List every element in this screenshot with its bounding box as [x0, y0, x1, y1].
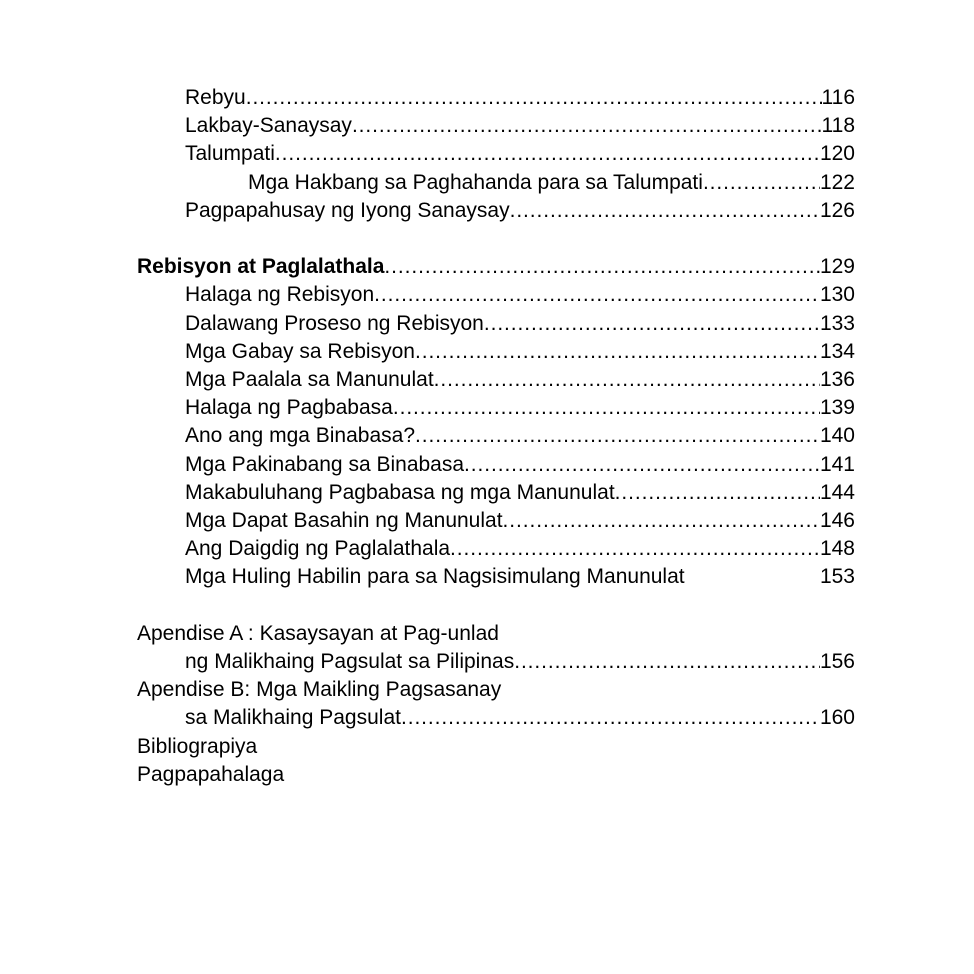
toc-row — [137, 338, 855, 366]
toc-row — [137, 535, 855, 563]
dot-leader — [246, 84, 822, 112]
toc-entry-label: Bibliograpiya — [137, 734, 258, 758]
toc-row — [137, 761, 855, 789]
toc-page-number: 118 — [821, 114, 855, 138]
dot-leader — [484, 310, 820, 338]
toc-row — [137, 648, 855, 676]
toc-page-number: 144 — [819, 480, 855, 504]
dot-leader — [464, 451, 820, 479]
dot-leader — [384, 253, 820, 281]
toc-row — [137, 394, 855, 422]
toc-entry-label: sa Malikhaing Pagsulat — [185, 706, 401, 730]
toc-row — [137, 253, 855, 281]
toc-entry-label: Mga Paalala sa Manunulat — [185, 368, 434, 392]
toc-row — [137, 310, 855, 338]
toc-row — [137, 112, 855, 140]
toc-row — [137, 451, 855, 479]
toc-entry-label: Talumpati — [185, 142, 275, 166]
toc-entry-label: Mga Hakbang sa Paghahanda para sa Talumpati — [248, 170, 703, 194]
toc-entry-label: Apendise B: Mga Maikling Pagsasanay — [137, 678, 502, 702]
dot-leader — [415, 422, 820, 450]
toc-page-number: 146 — [819, 509, 855, 533]
toc-page-number: 140 — [819, 424, 855, 448]
dot-leader — [615, 479, 820, 507]
toc-entry-label: Rebisyon at Paglalathala — [137, 255, 385, 279]
dot-leader — [514, 648, 820, 676]
toc-row — [137, 676, 855, 704]
toc-entry-label: Pagpapahusay ng Iyong Sanaysay — [185, 198, 510, 222]
toc-entry-label: Makabuluhang Pagbabasa ng mga Manunulat — [185, 480, 615, 504]
toc-row — [137, 197, 855, 225]
toc-entry-label: Halaga ng Pagbabasa — [185, 396, 393, 420]
toc-entry-label: Ang Daigdig ng Paglalathala — [185, 537, 451, 561]
dot-leader — [401, 704, 820, 732]
toc-row — [137, 84, 855, 112]
toc-page-number: 141 — [819, 452, 855, 476]
toc-entry-label: Pagpapahalaga — [137, 762, 285, 786]
toc-row — [137, 507, 855, 535]
toc-row — [137, 281, 855, 309]
toc-entry-label: Mga Gabay sa Rebisyon — [185, 339, 415, 363]
toc-page-number: 139 — [819, 396, 855, 420]
dot-leader — [510, 197, 820, 225]
dot-leader — [503, 507, 820, 535]
dot-leader — [703, 169, 820, 197]
toc-page-number: 120 — [819, 142, 855, 166]
toc-page-number: 153 — [819, 565, 855, 589]
toc-entry-label: Halaga ng Rebisyon — [185, 283, 375, 307]
toc-row — [137, 620, 855, 648]
toc-row — [137, 733, 855, 761]
toc-page-number: 116 — [821, 86, 855, 109]
dot-leader — [434, 366, 820, 394]
toc-row — [137, 563, 855, 591]
toc-page-number: 148 — [819, 537, 855, 561]
toc-list — [137, 84, 855, 789]
toc-row — [137, 422, 855, 450]
dot-leader — [415, 338, 820, 366]
toc-entry-label: Mga Pakinabang sa Binabasa — [185, 452, 465, 476]
toc-entry-label: ng Malikhaing Pagsulat sa Pilipinas — [185, 650, 515, 674]
toc-page-number: 122 — [819, 170, 855, 194]
dot-leader — [450, 535, 820, 563]
toc-entry-label: Dalawang Proseso ng Rebisyon — [185, 311, 484, 335]
toc-page-number: 156 — [819, 650, 855, 674]
toc-entry-label: Ano ang mga Binabasa? — [185, 424, 416, 448]
toc-row — [137, 479, 855, 507]
toc-row — [137, 704, 855, 732]
blank-leader — [685, 563, 820, 591]
toc-row — [137, 169, 855, 197]
toc-page-number: 134 — [819, 339, 855, 363]
toc-row — [137, 140, 855, 168]
dot-leader — [352, 112, 822, 140]
toc-page-number: 130 — [819, 283, 855, 307]
toc-page-number: 126 — [819, 198, 855, 222]
toc-row — [137, 366, 855, 394]
toc-entry-label: Mga Huling Habilin para sa Nagsisimulang Manunulat — [185, 565, 685, 589]
toc-entry-label: Lakbay-Sanaysay — [185, 114, 352, 138]
dot-leader — [275, 140, 820, 168]
toc-page-number: 160 — [819, 706, 855, 730]
toc-page-number: 133 — [819, 311, 855, 335]
toc-entry-label: Mga Dapat Basahin ng Manunulat — [185, 509, 503, 533]
toc-entry-label: Rebyu — [185, 86, 246, 109]
toc-page-number: 129 — [819, 255, 855, 279]
dot-leader — [393, 394, 820, 422]
toc-entry-label: Apendise A : Kasaysayan at Pag-unlad — [137, 621, 499, 645]
toc-page-number: 136 — [819, 368, 855, 392]
dot-leader — [374, 281, 820, 309]
